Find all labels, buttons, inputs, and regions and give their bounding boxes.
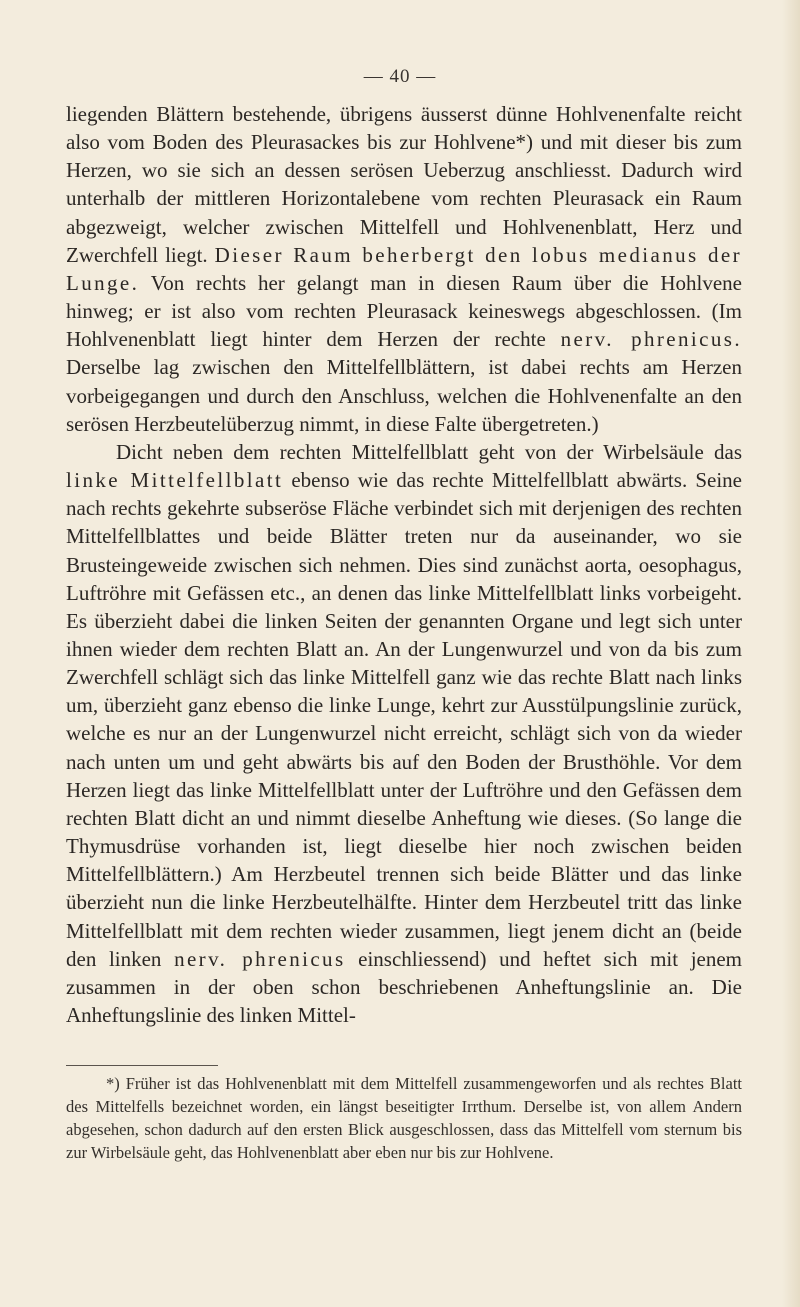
emphasized-text: linke Mittelfellblatt (66, 468, 284, 493)
page-edge-shadow (782, 0, 800, 1307)
paragraph-2 (66, 438, 742, 1029)
footnote-divider (66, 1065, 218, 1066)
emphasized-text: nerv. phrenicus (174, 946, 346, 971)
text-segment: Von rechts her gelangt man in diesen Raum über die Hohlvene hinweg; er ist also vom rechten Pleurasack keineswegs abgeschlossen. (Im Hohlvenenblatt liegt hinter dem Herzen der rechte (66, 270, 742, 352)
footnote: *) Früher ist das Hohlvenenblatt mit dem Mittelfell zusammengeworfen und als rechtes Blatt des Mittelfells bezeichnet worden, ein längst beseitigter Irrthum. Derselbe ist, von allem Andern abgesehen, schon dadurch auf den ersten Blick ausgeschlossen, dass das Mittelfell vom sternum bis zur Wirbelsäule geht, das Hohlvenenblatt aber eben nur bis zur Hohlvene. (66, 1074, 742, 1162)
main-text (66, 100, 742, 1029)
text-segment: Derselbe lag zwischen den Mittelfellblättern, ist dabei rechts am Herzen vorbeigegangen und durch den Anschluss, welchen die Hohlvenenfalte an den serösen Herzbeutelüberzug nimmt, in diese Falte übergetreten.) (66, 355, 742, 436)
text-segment: Dicht neben dem rechten Mittelfellblatt geht von der Wirbelsäule das (116, 439, 742, 464)
page-number: — 40 — (363, 66, 437, 87)
emphasized-text: Dieser Raum beherbergt den lobus medianus der Lunge. (66, 242, 742, 295)
paragraph-1 (66, 100, 742, 438)
text-segment: liegenden Blättern bestehende, übrigens äusserst dünne Hohlvenenfalte reicht also vom Boden des Pleurasackes bis zur Hohlvene*) und mit dieser bis zum Herzen, wo sie sich an dessen serösen Ueberzug anschliesst. Dadurch wird unterhalb der mittleren Horizontalebene vom rechten Pleurasack ein Raum abgezweigt, welcher zwischen Mittelfell und Hohlvenenblatt, Herz und Zwerchfell liegt. (66, 102, 742, 267)
emphasized-text: nerv. phrenicus. (560, 327, 743, 352)
text-segment: ebenso wie das rechte Mittelfellblatt abwärts. Seine nach rechts gekehrte subseröse Fläche verbindet sich mit derjenigen des rechten Mittelfellblattes und beide Blätter treten nur da auseinander, wo sie Brusteingeweide zwischen sich nehmen. Dies sind zunächst aorta, oesophagus, Luftröhre mit Gefässen etc., an denen das linke Mittelfellblatt links vorbeigeht. Es überzieht dabei die linken Seiten der genannten Organe und legt sich unter ihnen wieder dem rechten Blatt an. An der Lungenwurzel und von da bis zum Zwerchfell schlägt sich das linke Mittelfell ganz wie das rechte Blatt nach links um, überzieht ganz ebenso die linke Lunge, kehrt zur Ausstülpungslinie zurück, welche es nur an der Lungenwurzel nicht erreicht, schlägt sich von da wieder nach unten um und geht abwärts bis auf den Boden der Brusthöhle. Vor dem Herzen liegt das linke Mittelfellblatt unter der Luftröhre und den Gefässen dem rechten Blatt dicht an und nimmt dieselbe Anheftung wie dieses. (So lange die Thymusdrüse vorhanden ist, liegt dieselbe hier noch zwischen beiden Mittelfellblättern.) Am Herzbeutel trennen sich beide Blätter und das linke überzieht nun die linke Herzbeutelhälfte. Hinter dem Herzbeutel tritt das linke Mittelfellblatt mit dem rechten wieder zusammen, liegt jenem dicht an (beide den linken (66, 468, 742, 971)
text-segment: einschliessend) und heftet sich mit jenem zusammen in der oben schon beschriebenen Anheftungslinie an. Die Anheftungslinie des linken Mittel- (66, 946, 743, 1027)
